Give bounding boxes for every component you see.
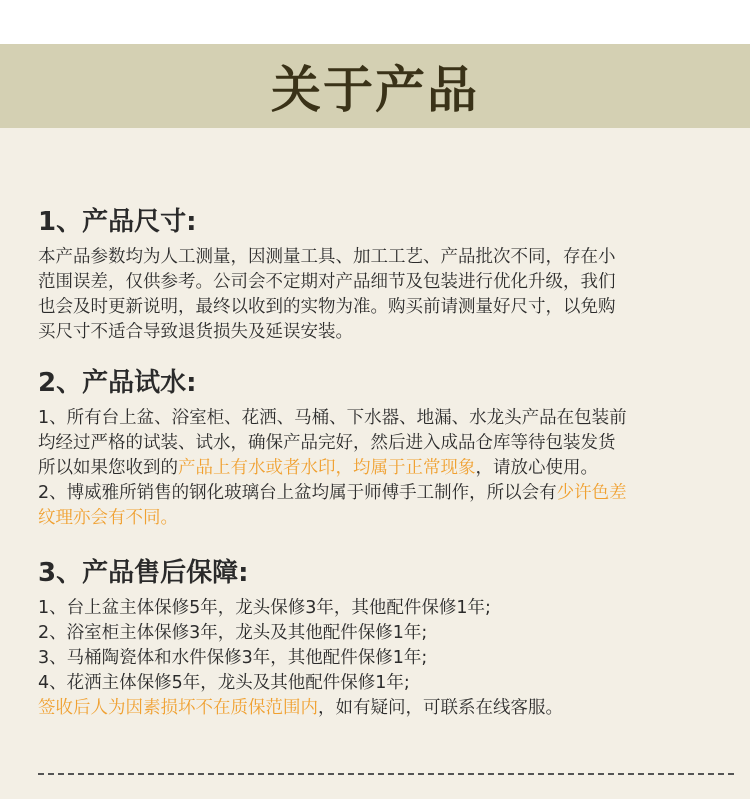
warranty-note-highlight: 签收后人为因素损坏不在质保范围内 [38, 698, 318, 718]
size-line-4: 买尺寸不适合导致退货损失及延误安装。 [38, 322, 353, 342]
texture-highlight: 纹理亦会有不同。 [38, 508, 178, 528]
warranty-line-3: 3、马桶陶瓷体和水件保修3年，其他配件保修1年; [38, 648, 428, 668]
section-water-test [38, 366, 738, 531]
color-diff-highlight: 少许色差 [556, 483, 627, 503]
water-line-3-post: ，请放心使用。 [475, 458, 598, 478]
warranty-note-post: ，如有疑问，可联系在线客服。 [318, 698, 563, 718]
water-line-2: 均经过严格的试装、试水，确保产品完好，然后进入成品仓库等待包装发货 [38, 433, 616, 453]
water-line-1: 1、所有台上盆、浴室柜、花洒、马桶、下水器、地漏、水龙头产品在包装前 [38, 408, 627, 428]
warranty-note [38, 696, 738, 721]
section-size [38, 205, 738, 345]
water-line-3 [38, 456, 738, 481]
size-line-3: 也会及时更新说明，最终以收到的实物为准。购买前请测量好尺寸，以免购 [38, 297, 616, 317]
water-line-3-pre: 所以如果您收到的 [38, 458, 178, 478]
size-line-2: 范围误差，仅供参考。公司会不定期对产品细节及包装进行优化升级，我们 [38, 272, 616, 292]
section-title-water-test: 2、产品试水: [38, 368, 197, 398]
size-line-1: 本产品参数均为人工测量，因测量工具、加工工艺、产品批次不同，存在小 [38, 247, 616, 267]
warranty-line-2: 2、浴室柜主体保修3年，龙头及其他配件保修1年; [38, 623, 428, 643]
section-title-warranty: 3、产品售后保障: [38, 558, 249, 588]
dashed-divider [38, 773, 734, 775]
title-banner [0, 44, 750, 128]
page-title: 关于产品 [271, 61, 479, 119]
water-line-4-pre: 2、博威雅所销售的钢化玻璃台上盆均属于师傅手工制作，所以会有 [38, 483, 557, 503]
section-warranty [38, 556, 738, 721]
section-title-size: 1、产品尺寸: [38, 207, 197, 237]
warranty-line-4: 4、花洒主体保修5年，龙头及其他配件保修1年; [38, 673, 410, 693]
water-highlight: 产品上有水或者水印，均属于正常现象 [178, 458, 476, 478]
top-white-strip [0, 0, 750, 44]
water-line-4 [38, 481, 738, 506]
warranty-line-1: 1、台上盆主体保修5年，龙头保修3年，其他配件保修1年; [38, 598, 491, 618]
